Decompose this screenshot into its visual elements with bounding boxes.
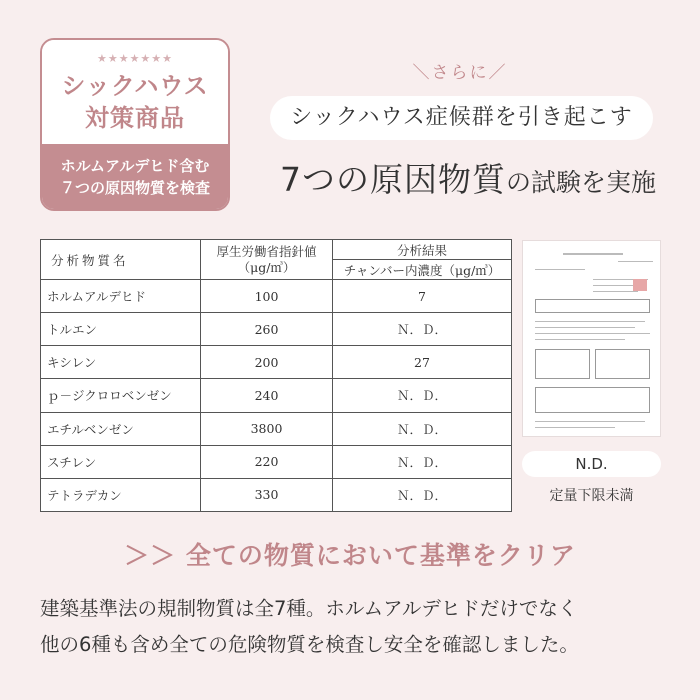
badge-subtitle (42, 144, 228, 211)
report-line (535, 333, 650, 334)
report-line (618, 261, 653, 262)
headline (258, 154, 678, 201)
headline-big: 7つの原因物質 (279, 160, 506, 199)
row-result: Ｎ．Ｄ． (333, 445, 512, 478)
results-table-wrap (40, 239, 512, 512)
header-standard (201, 240, 333, 280)
row-result: 27 (333, 346, 512, 379)
test-report-thumbnail (522, 240, 661, 437)
results-table (40, 239, 512, 512)
nd-label: N.D. (522, 451, 661, 477)
row-standard: 220 (201, 445, 333, 478)
row-standard: 100 (201, 280, 333, 313)
table-row (41, 313, 512, 346)
row-name: テトラデカン (41, 478, 201, 511)
row-name: スチレン (41, 445, 201, 478)
report-line (535, 339, 625, 340)
row-result: Ｎ．Ｄ． (333, 478, 512, 511)
row-standard: 240 (201, 379, 333, 412)
header-result-sub: チャンバー内濃度（μg/㎥） (333, 260, 512, 280)
header-result: 分析結果 (333, 240, 512, 260)
report-line (563, 253, 623, 255)
report-line (593, 291, 638, 292)
row-result: Ｎ．Ｄ． (333, 313, 512, 346)
row-result: 7 (333, 280, 512, 313)
report-line (535, 269, 585, 270)
sarani-label: ＼さらに／ (412, 63, 508, 83)
report-table-box (535, 299, 650, 313)
sick-house-pill: シックハウス症候群を引き起こす (270, 96, 653, 140)
table-row (41, 412, 512, 445)
report-line (535, 427, 615, 428)
badge-stars: ★★★★★★★ (96, 52, 174, 65)
row-standard: 200 (201, 346, 333, 379)
report-table-box (535, 349, 590, 379)
description (40, 591, 670, 663)
row-name: キシレン (41, 346, 201, 379)
badge-sub-line1: ホルムアルデヒド含む (60, 157, 210, 175)
report-line (535, 421, 645, 422)
report-table-box (595, 349, 650, 379)
table-row (41, 280, 512, 313)
row-name: ｐ－ジクロロベンゼン (41, 379, 201, 412)
row-name: エチルベンゼン (41, 412, 201, 445)
table-row (41, 346, 512, 379)
badge-top (42, 40, 228, 144)
header-standard-line1: 厚生労働省指針値 (216, 243, 317, 259)
header-standard-line2: （μg/㎥） (237, 259, 296, 275)
row-standard: 330 (201, 478, 333, 511)
row-result: Ｎ．Ｄ． (333, 379, 512, 412)
table-row (41, 379, 512, 412)
description-line1: 建築基準法の規制物質は全7種。ホルムアルデヒドだけでなく (40, 597, 578, 620)
table-row (41, 478, 512, 511)
badge-title (42, 70, 228, 134)
clear-heading: ＞＞ 全ての物質において基準をクリア (124, 541, 576, 570)
header-name: 分析物質名 (41, 240, 201, 280)
headline-small: の試験を実施 (505, 168, 656, 197)
product-badge (40, 38, 230, 211)
row-name: トルエン (41, 313, 201, 346)
report-stamp-icon (633, 279, 647, 291)
report-table-box (535, 387, 650, 413)
row-standard: 3800 (201, 412, 333, 445)
badge-title-line1: シックハウス (61, 72, 209, 100)
report-line (535, 327, 635, 328)
row-standard: 260 (201, 313, 333, 346)
row-name: ホルムアルデヒド (41, 280, 201, 313)
table-row (41, 445, 512, 478)
report-line (535, 321, 645, 322)
description-line2: 他の6種も含め全ての危険物質を検査し安全を確認しました。 (40, 633, 579, 656)
row-result: Ｎ．Ｄ． (333, 412, 512, 445)
badge-title-line2: 対策商品 (85, 104, 185, 132)
nd-caption: 定量下限未満 (549, 488, 634, 504)
badge-sub-line2: ７つの原因物質を検査 (59, 179, 210, 197)
